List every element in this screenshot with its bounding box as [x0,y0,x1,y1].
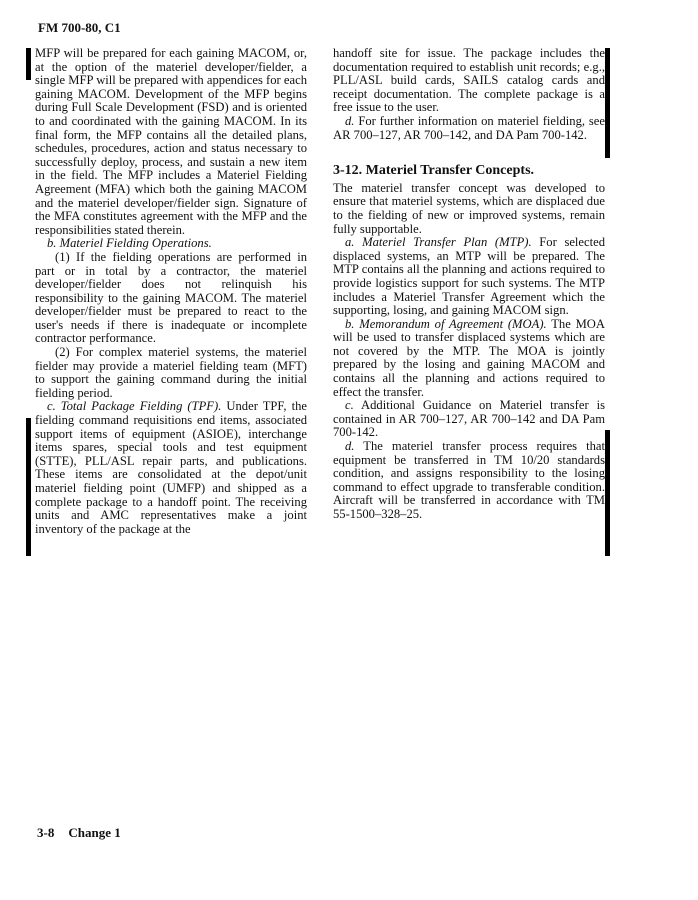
paragraph-text: For further information on materiel fielding, see AR 700–127, AR 700–142, and DA Pam 700-142. [333,113,605,142]
change-label: Change 1 [68,825,121,840]
paragraph: (2) For complex materiel systems, the materiel fielder may provide a materiel fielding team (MFT) to support the gaining command during the initial fielding period. [35,345,307,400]
change-bar [605,48,610,158]
paragraph [333,318,605,400]
item-label: d. [345,439,355,454]
paragraph: (1) If the fielding operations are performed in part or in total by a contractor, the materiel developer/fielder does not relinquish his responsibility to the gaining MACOM. The materiel developer/fielder must be prepared to react to the user's needs if there is inadequate or incomplete contractor performance. [35,249,307,346]
change-bar [605,430,610,556]
subheading: a. Materiel Transfer Plan (MTP). [345,235,532,250]
page-number: 3-8 [37,825,55,840]
paragraph [333,115,605,142]
page-header: FM 700-80, C1 [38,20,121,35]
paragraph [35,400,307,536]
paragraph-text: The materiel transfer process requires that equipment be transferred in TM 10/20 standards condition, and assigns responsibility to the losing command to effect upgrade to transferable condition. Aircraft will be transferred in accordance with TM 55-1500–328–25. [333,439,605,521]
change-bar [26,418,31,556]
subheading: b. Memorandum of Agreement (MOA). [345,316,547,331]
paragraph-text: Additional Guidance on Materiel transfer is contained in AR 700–127, AR 700–142 and DA Pam 700-142. [333,398,605,440]
paragraph-text: For selected displaced systems, an MTP will be prepared. The MTP contains all the planning and actions required to provide logistics support for such systems. The MTP includes a Materiel Transfer Agreement which the supporting, losing, and gaining MACOM sign. [333,235,605,318]
page-footer [37,825,121,841]
paragraph [333,236,605,318]
paragraph-text: Under TPF, the fielding command requisitions end items, associated support items of equipment (ASIOE), interchange items spares, special tools and test equipment (STTE), PLL/ASL repair parts, and publications. These items are consolidated at the depot/unit materiel fielding point (UMFP) and shipped as a complete package to a handoff point. The receiving units and AMC representatives make a joint inventory of the package at the [35,399,307,536]
paragraph [333,399,605,440]
section-heading: 3-12. Materiel Transfer Concepts. [333,163,535,179]
item-label: d. [345,113,355,128]
paragraph: handoff site for issue. The package includes the documentation required to establish unit records; e.g., PLL/ASL build cards, SAILS catalog cards and receipt documentation. The complete package is a free issue to the user. [333,46,605,115]
subheading: b. Materiel Fielding Operations. [47,236,212,251]
change-bar [26,48,31,80]
subheading: c. Total Package Fielding (TPF). [47,399,222,414]
right-column [333,47,605,522]
item-label: c. [345,398,354,413]
paragraph [333,440,605,522]
left-column [35,47,307,536]
paragraph: MFP will be prepared for each gaining MACOM, or, at the option of the materiel developer/fielder, a single MFP will be prepared with appendices for each gaining MACOM. Development of the MFP begins during Full Scale Development (FSD) and is oriented to and coordinated with the gaining MACOM. In its final form, the MFP contains all the detailed plans, schedules, procedures, action and status necessary to successfully deploy, process, and sustain a new item in the field. The MFP includes a Materiel Fielding Agreement (MFA) which both the gaining MACOM and the materiel developer/fielder sign. Signature of the MFA constitutes agreement with the MFP and the responsibilities stated therein. [35,46,307,237]
paragraph: The materiel transfer concept was developed to ensure that materiel systems, which are displaced due to the fielding of new or improved systems, remain fully supportable. [333,180,605,236]
paragraph-text: The MOA will be used to transfer displaced systems which are not covered by the MTP. The MOA is jointly prepared by the losing and gaining MACOM and contains all the planning and actions required to effect the transfer. [333,316,605,399]
